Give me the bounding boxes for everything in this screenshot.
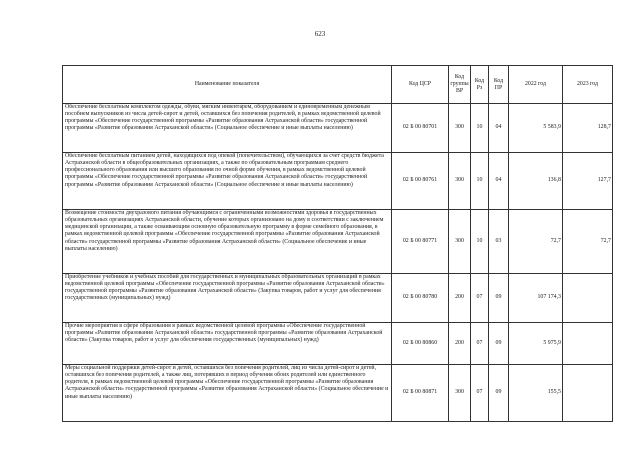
cell-csr: 02 Б 00 80860	[392, 323, 449, 365]
cell-csr: 02 Б 00 80780	[392, 274, 449, 323]
page-number: 623	[314, 30, 326, 38]
cell-csr: 02 Б 00 80701	[392, 104, 449, 153]
cell-pr: 09	[489, 274, 509, 323]
cell-csr: 02 Б 00 80761	[392, 153, 449, 210]
header-name: Наименование показателя	[63, 66, 392, 104]
cell-pr: 04	[489, 153, 509, 210]
cell-rz: 10	[471, 153, 489, 210]
cell-pr: 03	[489, 210, 509, 274]
cell-pr: 04	[489, 104, 509, 153]
cell-2023	[563, 323, 613, 365]
cell-name: Обеспечение бесплатным питанием детей, находящихся под опекой (попечительством), обучающихся за счет средств бюджета Астраханской области в общеобразовательных организациях, а также по образовательным программам среднего профессионального образования или высшего образования по очной форме обучения, в рамках ведомственной целевой программы «Обеспечение государственной программы «Развитие образования Астраханской области» государственной программы «Развитие образования Астраханской области» (Социальное обеспечение и иные выплаты населению)	[63, 153, 392, 210]
cell-name: Меры социальной поддержки детей-сирот и детей, оставшихся без попечения родителей, лиц из числа детей-сирот и детей, оставшихся без попечения родителей, а также лиц, потерявших в период обучения обоих родителей или единственного родителя, в рамках ведомственной целевой программы «Обеспечение государственной программы «Развитие образования Астраханской области» государственной программы «Развитие образования Астраханской области» (Социальное обеспечение и иные выплаты населению)	[63, 365, 392, 422]
cell-vr: 300	[449, 153, 471, 210]
cell-rz: 10	[471, 104, 489, 153]
cell-rz: 07	[471, 274, 489, 323]
cell-2022: 136,8	[509, 153, 563, 210]
cell-2022: 107 174,3	[509, 274, 563, 323]
cell-pr: 09	[489, 323, 509, 365]
cell-2023: 72,7	[563, 210, 613, 274]
header-2022: 2022 год	[509, 66, 563, 104]
table-row	[63, 210, 613, 274]
cell-name: Обеспечение бесплатным комплектом одежды, обуви, мягким инвентарем, оборудованием и единовременным денежным пособием выпускников из числа детей-сирот и детей, оставшихся без попечения родителей, в рамках ведомственной целевой программы «Обеспечение государственной программы «Развитие образования Астраханской области» государственной программы «Развитие образования Астраханской области» (Социальное обеспечение и иные выплаты населению)	[63, 104, 392, 153]
cell-csr: 02 Б 00 80771	[392, 210, 449, 274]
cell-rz: 10	[471, 210, 489, 274]
cell-vr: 300	[449, 104, 471, 153]
header-row	[63, 66, 613, 104]
table-row	[63, 323, 613, 365]
cell-vr: 200	[449, 274, 471, 323]
cell-2022: 72,7	[509, 210, 563, 274]
budget-table	[62, 65, 613, 422]
header-csr: Код ЦСР	[392, 66, 449, 104]
cell-2023	[563, 365, 613, 422]
cell-rz: 07	[471, 323, 489, 365]
cell-2023: 127,7	[563, 153, 613, 210]
cell-2022: 155,5	[509, 365, 563, 422]
table-row	[63, 274, 613, 323]
table-row	[63, 153, 613, 210]
cell-vr: 300	[449, 365, 471, 422]
cell-csr: 02 Б 00 80871	[392, 365, 449, 422]
cell-name: Прочие мероприятия в сфере образования в рамках ведомственной целевой программы «Обеспечение государственной программы «Развитие образования Астраханской области» государственной программы «Развитие образования Астраханской области» (Закупка товаров, работ и услуг для обеспечения государственных (муниципальных) нужд)	[63, 323, 392, 365]
cell-2022: 5 975,9	[509, 323, 563, 365]
table-body	[63, 104, 613, 422]
cell-name: Приобретение учебников и учебных пособий для государственных и муниципальных образовательных организаций в рамках ведомственной целевой программы «Обеспечение государственной программы «Развитие образования Астраханской области» государственной программы «Развитие образования Астраханской области» (Закупка товаров, работ и услуг для обеспечения государственных (муниципальных) нужд)	[63, 274, 392, 323]
cell-vr: 200	[449, 323, 471, 365]
cell-vr: 300	[449, 210, 471, 274]
cell-2022: 5 583,9	[509, 104, 563, 153]
table-row	[63, 365, 613, 422]
header-2023: 2023 год	[563, 66, 613, 104]
header-vr: Код группы ВР	[449, 66, 471, 104]
cell-2023	[563, 274, 613, 323]
cell-pr: 09	[489, 365, 509, 422]
header-pr: Код ПР	[489, 66, 509, 104]
cell-name: Возмещение стоимости двухразового питания обучающимся с ограниченными возможностями здоровья в государственных образовательных организациях Астраханской области, обучение которых организовано на дому в соответствии с заключением медицинской организации, а также осваивающим основную образовательную программу в форме семейного образования, в рамках ведомственной целевой программы «Обеспечение государственной программы «Развитие образования Астраханской области» государственной программы «Развитие образования Астраханской области» (Социальное обеспечение и иные выплаты населению)	[63, 210, 392, 274]
header-rz: Код Рз	[471, 66, 489, 104]
cell-rz: 07	[471, 365, 489, 422]
table-header	[63, 66, 613, 104]
table-row	[63, 104, 613, 153]
cell-2023: 128,7	[563, 104, 613, 153]
